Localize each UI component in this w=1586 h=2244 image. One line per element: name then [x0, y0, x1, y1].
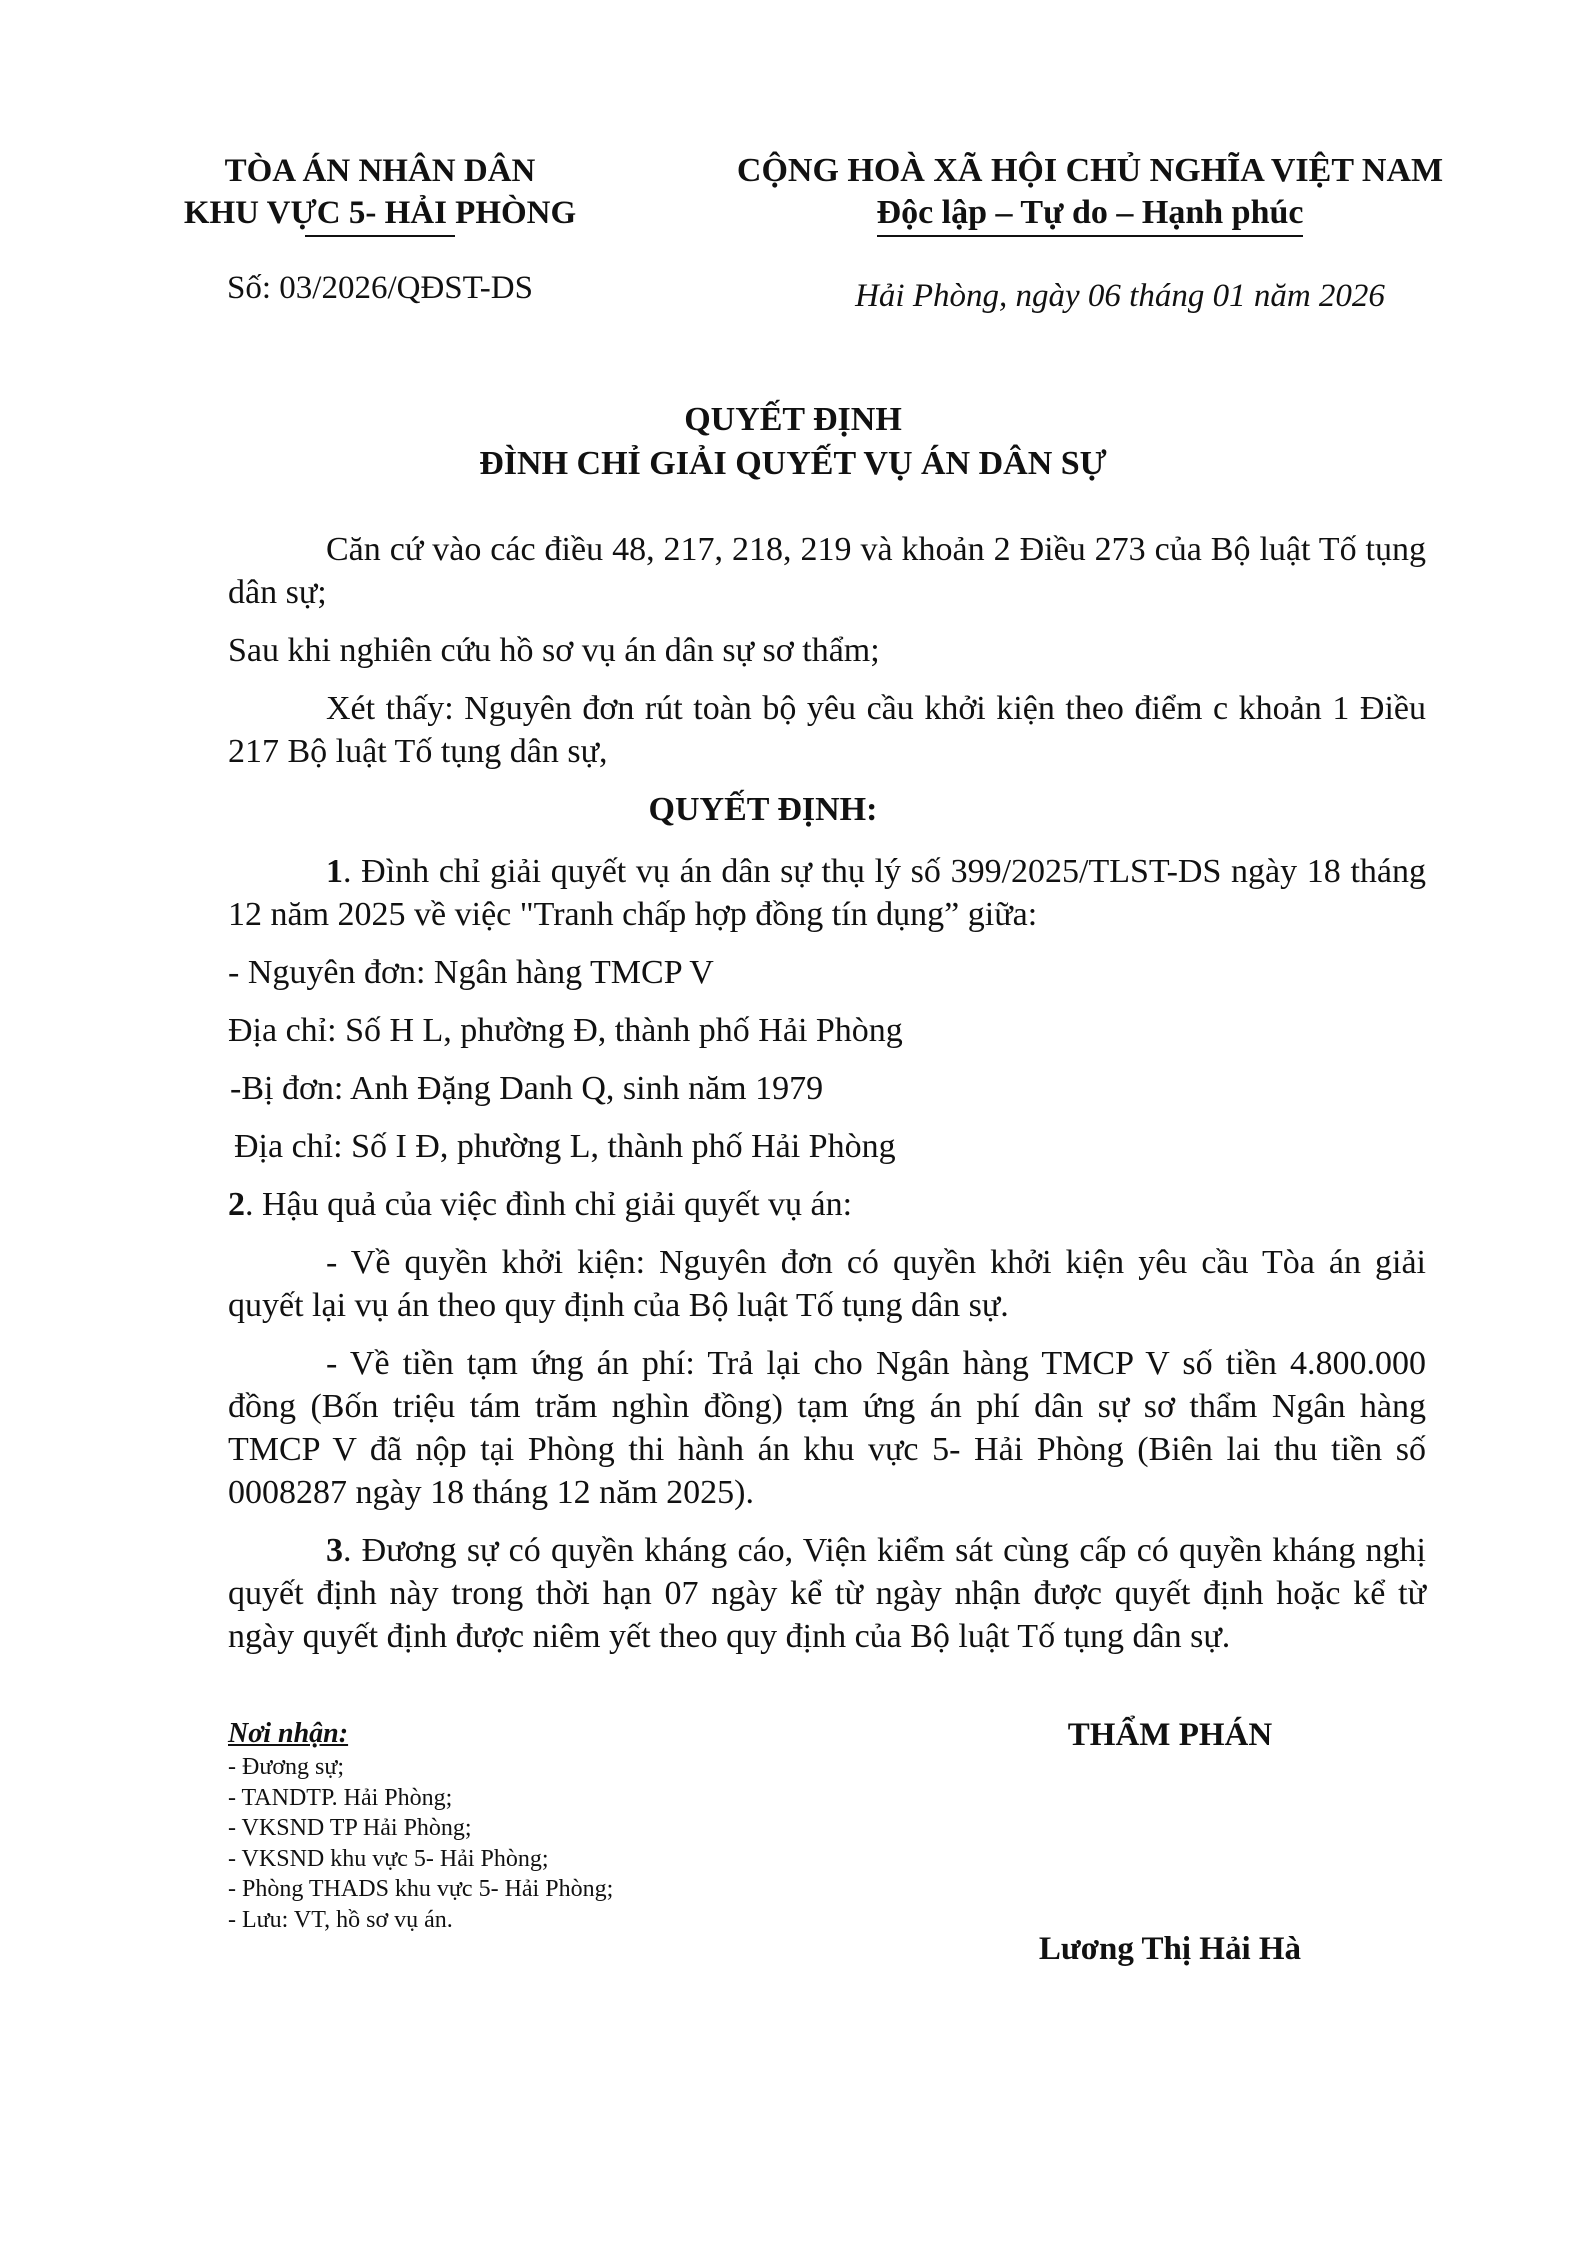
recipient-item: - VKSND khu vực 5- Hải Phòng; [228, 1845, 549, 1872]
decision-item-3 [130, 1529, 1426, 1658]
right-to-sue: - Về quyền khởi kiện: Nguyên đơn có quyền khởi kiện yêu cầu Tòa án giải quyết lại vụ án theo quy định của Bộ luật Tố tụng dân sự. [228, 1244, 1426, 1324]
item-text: . Đương sự có quyền kháng cáo, Viện kiểm sát cùng cấp có quyền kháng nghị quyết định này trong thời hạn 07 ngày kể từ ngày nhận được quyết định hoặc kể từ ngày quyết định được niêm yết theo quy định của Bộ luật Tố tụng dân sự. [228, 1532, 1426, 1655]
item-number: 3 [326, 1532, 343, 1569]
item-text: . Đình chỉ giải quyết vụ án dân sự thụ lý số 399/2025/TLST-DS ngày 18 tháng 12 năm 2025 về việc "Tranh chấp hợp đồng tín dụng” giữa: [228, 853, 1426, 933]
judge-name: Lương Thị Hải Hà [1038, 1931, 1302, 1967]
place-date: Hải Phòng, ngày 06 tháng 01 năm 2026 [855, 278, 1385, 314]
plaintiff-address: Địa chỉ: Số H L, phường Đ, thành phố Hải Phòng [228, 1012, 903, 1049]
preamble-paragraph-3: Xét thấy: Nguyên đơn rút toàn bộ yêu cầu khởi kiện theo điểm c khoản 1 Điều 217 Bộ luật Tố tụng dân sự, [228, 690, 1426, 770]
recipient-item: - VKSND TP Hải Phòng; [228, 1815, 472, 1841]
defendant: -Bị đơn: Anh Đặng Danh Q, sinh năm 1979 [230, 1070, 824, 1107]
decision-item-2 [228, 1183, 1426, 1226]
title-line-2: ĐÌNH CHỈ GIẢI QUYẾT VỤ ÁN DÂN SỰ [479, 445, 1107, 482]
item-number: 1 [326, 853, 343, 890]
document-title [160, 398, 1426, 486]
recipient-item: - Phòng THADS khu vực 5- Hải Phòng; [228, 1876, 614, 1902]
recipient-item: - TANDTP. Hải Phòng; [228, 1784, 453, 1811]
decision-heading: QUYẾT ĐỊNH: [648, 791, 878, 828]
item-text: . Hậu quả của việc đình chỉ giải quyết vụ án: [245, 1186, 853, 1223]
recipients-title: Nơi nhận: [228, 1718, 349, 1749]
court-area: KHU VỰC 5- HẢI PHÒNG [183, 195, 577, 231]
decision-item-1 [130, 850, 1426, 936]
judge-title: THẨM PHÁN [1067, 1717, 1273, 1753]
recipient-item: - Lưu: VT, hồ sơ vụ án. [228, 1906, 453, 1933]
preamble-paragraph-2: Sau khi nghiên cứu hồ sơ vụ án dân sự sơ thẩm; [228, 632, 880, 669]
advance-fee: - Về tiền tạm ứng án phí: Trả lại cho Ngân hàng TMCP V số tiền 4.800.000 đồng (Bốn triệu tám trăm nghìn đồng) tạm ứng án phí dân sự sơ thẩm Ngân hàng TMCP V đã nộp tại Phòng thi hành án khu vực 5- Hải Phòng (Biên lai thu tiền số 0008287 ngày 18 tháng 12 năm 2025). [228, 1345, 1426, 1511]
court-name: TÒA ÁN NHÂN DÂN [224, 153, 536, 189]
defendant-address: Địa chỉ: Số I Đ, phường L, thành phố Hải Phòng [234, 1128, 896, 1165]
court-underline [305, 235, 455, 237]
recipients-block [228, 1716, 828, 1935]
recipient-item: - Đương sự; [228, 1754, 345, 1780]
item-number: 2 [228, 1186, 245, 1223]
issuing-court-block [160, 150, 600, 309]
document-number: Số: 03/2026/QĐST-DS [227, 270, 533, 306]
nation-name: CỘNG HOÀ XÃ HỘI CHỦ NGHĨA VIỆT NAM [736, 152, 1444, 189]
preamble-paragraph-1: Căn cứ vào các điều 48, 217, 218, 219 và khoản 2 Điều 273 của Bộ luật Tố tụng dân sự; [228, 531, 1426, 611]
title-line-1: QUYẾT ĐỊNH [684, 401, 902, 438]
plaintiff: - Nguyên đơn: Ngân hàng TMCP V [228, 954, 714, 991]
signature-block [930, 1714, 1410, 1970]
document-body [228, 528, 1426, 1673]
national-motto: Độc lập – Tự do – Hạnh phúc [877, 192, 1304, 237]
national-heading-block [700, 150, 1480, 317]
